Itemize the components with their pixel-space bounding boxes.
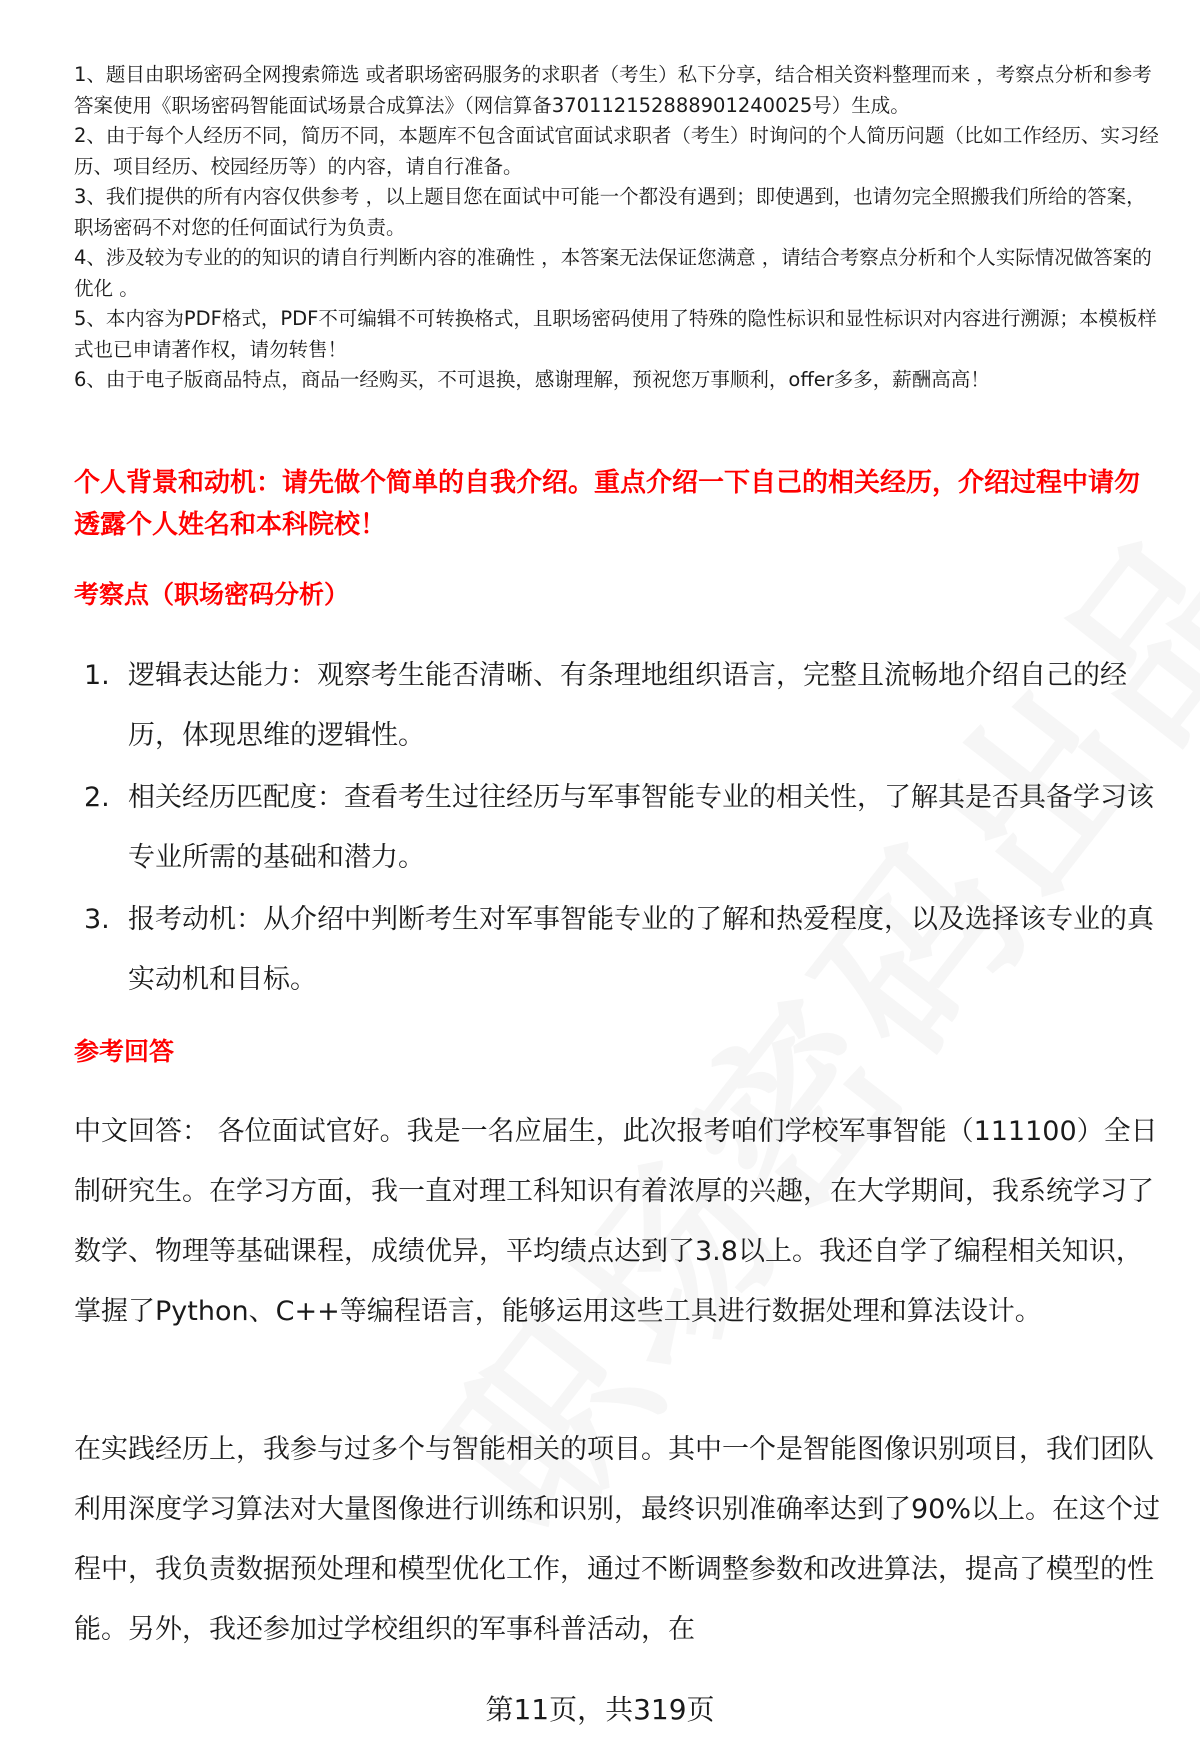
point-number: 3. xyxy=(84,904,110,935)
note-item: 6、由于电子版商品特点，商品一经购买，不可退换，感谢理解，预祝您万事顺利，offer多多，薪酬高高！ xyxy=(74,368,990,391)
note-item: 2、由于每个人经历不同，简历不同，本题库不包含面试官面试求职者（考生）时询问的个人简历问题（比如工作经历、实习经历、项目经历、校园经历等）的内容，请自行准备。 xyxy=(74,124,1159,178)
exam-points-heading: 考察点（职场密码分析） xyxy=(74,580,350,609)
note-item: 5、本内容为PDF格式，PDF不可编辑不可转换格式，且职场密码使用了特殊的隐性标识和显性标识对内容进行溯源；本模板样式也已申请著作权，请勿转售！ xyxy=(74,307,1157,361)
answer-paragraph: 中文回答： 各位面试官好。我是一名应届生，此次报考咱们学校军事智能（111100）全日制研究生。在学习方面，我一直对理工科知识有着浓厚的兴趣，在大学期间，我系统学习了数学、物理等基础课程，成绩优异，平均绩点达到了3.8以上。我还自学了编程相关知识，掌握了Python、C++等编程语言，能够运用这些工具进行数据处理和算法设计。 xyxy=(74,1116,1158,1327)
watermark xyxy=(373,460,1200,1574)
exam-point-item xyxy=(84,646,1164,766)
disclaimer-notes xyxy=(74,60,1164,396)
point-text: 相关经历匹配度：查看考生过往经历与军事智能专业的相关性，了解其是否具备学习该专业所需的基础和潜力。 xyxy=(128,782,1154,873)
exam-point-item xyxy=(84,890,1164,1010)
point-text: 逻辑表达能力：观察考生能否清晰、有条理地组织语言，完整且流畅地介绍自己的经历，体现思维的逻辑性。 xyxy=(128,660,1127,751)
answer-paragraph: 在实践经历上，我参与过多个与智能相关的项目。其中一个是智能图像识别项目，我们团队利用深度学习算法对大量图像进行训练和识别，最终识别准确率达到了90%以上。在这个过程中，我负责数据预处理和模型优化工作，通过不断调整参数和改进算法，提高了模型的性能。另外，我还参加过学校组织的军事科普活动，在 xyxy=(74,1434,1161,1645)
reference-answer-heading: 参考回答 xyxy=(74,1037,175,1066)
page-number: 第11页，共319页 xyxy=(485,1693,715,1726)
note-item: 1、题目由职场密码全网搜索筛选 或者职场密码服务的求职者（考生）私下分享，结合相关资料整理而来 ，考察点分析和参考答案使用《职场密码智能面试场景合成算法》（网信算备370112152888901240025号）生成。 xyxy=(74,63,1152,117)
exam-points-list xyxy=(84,646,1164,1012)
point-text: 报考动机：从介绍中判断考生对军事智能专业的了解和热爱程度，以及选择该专业的真实动机和目标。 xyxy=(128,904,1154,995)
note-item: 4、涉及较为专业的的知识的请自行判断内容的准确性 ，本答案无法保证您满意 ，请结合考察点分析和个人实际情况做答案的优化 。 xyxy=(74,246,1152,300)
exam-point-item xyxy=(84,768,1164,888)
question-title: 个人背景和动机：请先做个简单的自我介绍。重点介绍一下自己的相关经历，介绍过程中请勿透露个人姓名和本科院校！ xyxy=(74,468,1141,540)
point-number: 2. xyxy=(84,782,110,813)
point-number: 1. xyxy=(84,660,110,691)
note-item: 3、我们提供的所有内容仅供参考 ，以上题目您在面试中可能一个都没有遇到；即使遇到，也请勿完全照搬我们所给的答案，职场密码不对您的任何面试行为负责。 xyxy=(74,185,1146,239)
